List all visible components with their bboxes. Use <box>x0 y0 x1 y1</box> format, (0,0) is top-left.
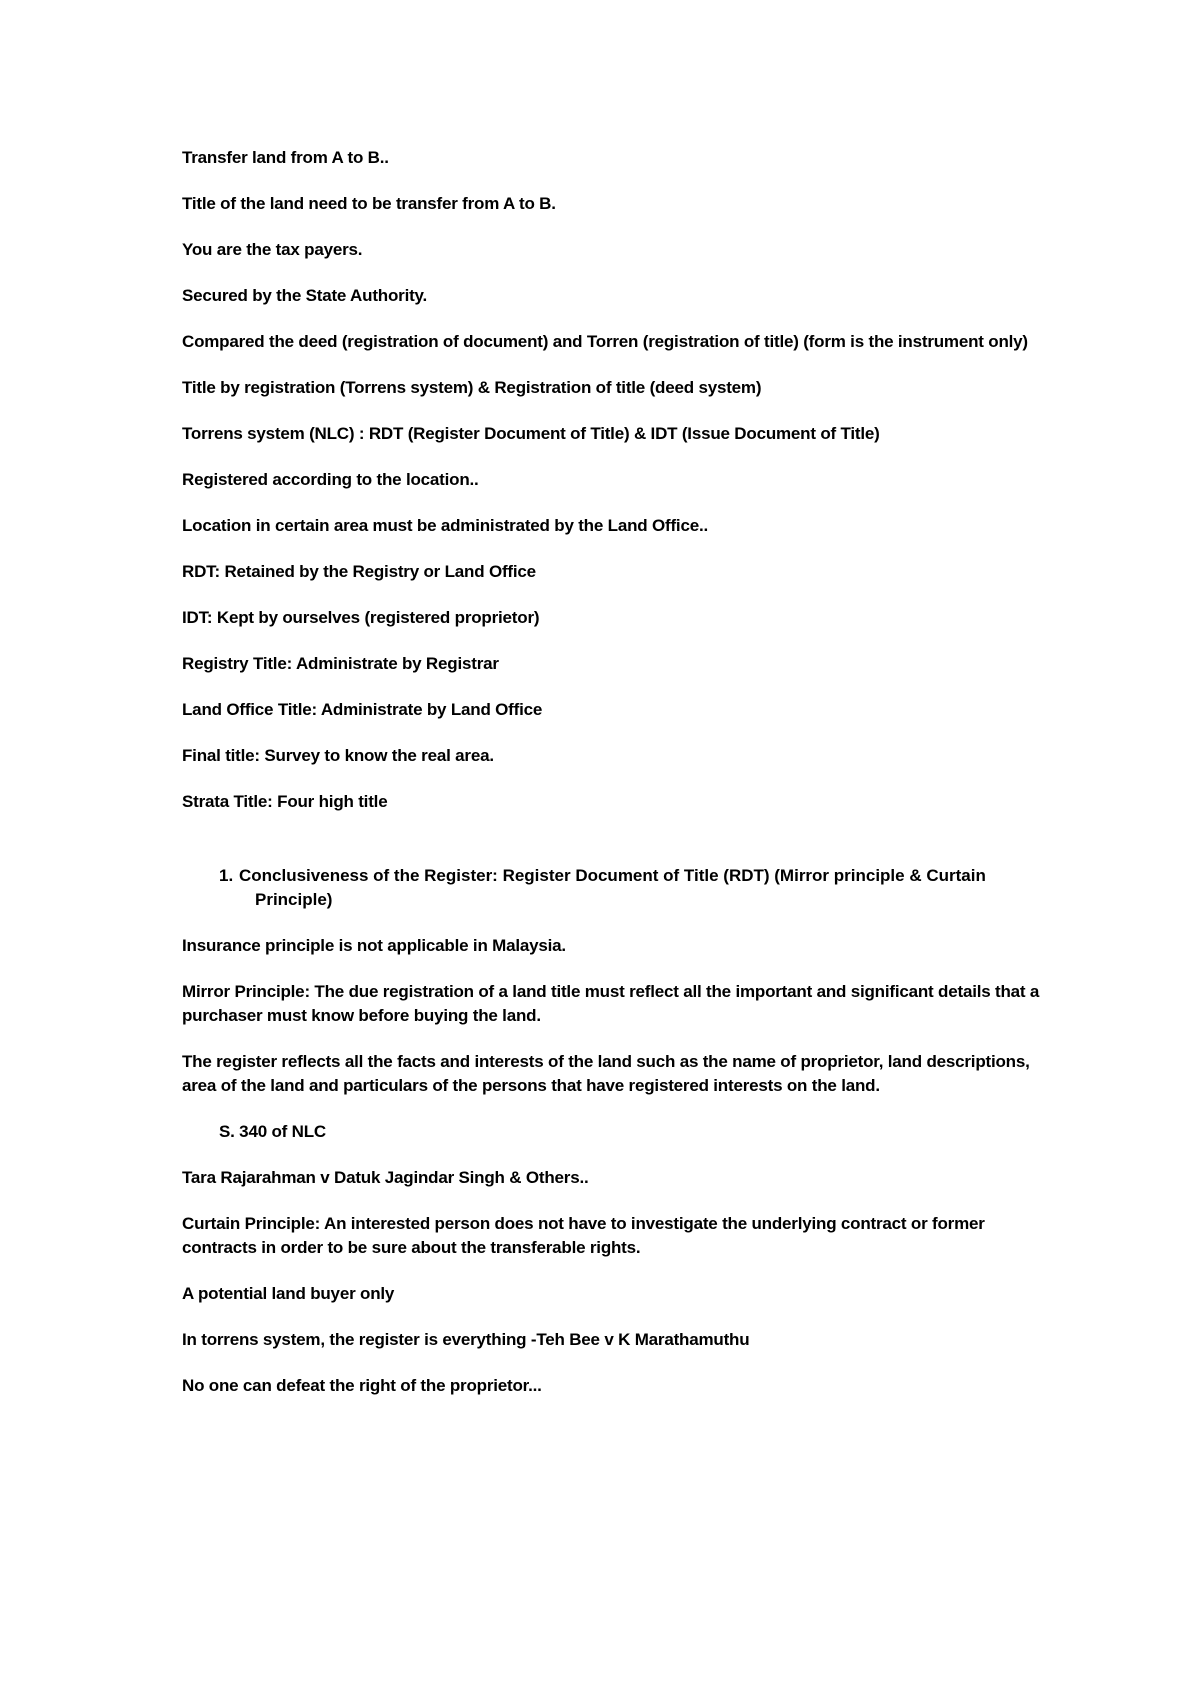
paragraph-torrens-nlc: Torrens system (NLC) : RDT (Register Document of Title) & IDT (Issue Document of Title) <box>182 424 880 443</box>
list-number: 1. <box>219 866 234 885</box>
curtain-principle-heading: Curtain Principle: <box>182 1214 321 1233</box>
paragraph-register-reflects: The register reflects all the facts and interests of the land such as the name of proprietor, land descriptions, area of the land and particulars of the persons that have registered interests on the land. <box>182 1052 1030 1095</box>
paragraph-section-340: S. 340 of NLC <box>219 1122 326 1141</box>
paragraph-land-office-title: Land Office Title: Administrate by Land Office <box>182 700 543 719</box>
paragraph-mirror-principle <box>182 980 1042 1028</box>
paragraph-registry-title: Registry Title: Administrate by Registrar <box>182 654 499 673</box>
curtain-principle-text: An interested person does not have to investigate the underlying contract or former contracts in order to be sure about the transferable rights. <box>182 1214 985 1257</box>
paragraph-strata-title: Strata Title: Four high title <box>182 792 388 811</box>
list-item-line-1: Conclusiveness of the Register: Register Document of Title (RDT) (Mirror principle & Curtain <box>239 866 986 885</box>
mirror-principle-text: The due registration of a land title must reflect all the important and significant details that a purchaser must know before buying the land. <box>182 982 1040 1025</box>
paragraph-transfer-land: Transfer land from A to B.. <box>182 148 389 167</box>
mirror-principle-heading: Mirror Principle: <box>182 982 310 1001</box>
document-page <box>182 146 1042 1420</box>
paragraph-rdt: RDT: Retained by the Registry or Land Office <box>182 562 536 581</box>
paragraph-deed-vs-torren: Compared the deed (registration of document) and Torren (registration of title) (form is the instrument only) <box>182 332 1028 351</box>
paragraph-insurance-principle: Insurance principle is not applicable in Malaysia. <box>182 936 566 955</box>
paragraph-tax-payers: You are the tax payers. <box>182 240 363 259</box>
paragraph-torrens-everything: In torrens system, the register is everything -Teh Bee v K Marathamuthu <box>182 1330 750 1349</box>
numbered-list-item <box>182 864 1042 912</box>
paragraph-case-tara: Tara Rajarahman v Datuk Jagindar Singh & Others.. <box>182 1168 589 1187</box>
paragraph-land-office-location: Location in certain area must be administrated by the Land Office.. <box>182 516 708 535</box>
paragraph-curtain-principle <box>182 1212 1042 1260</box>
paragraph-final-title: Final title: Survey to know the real area. <box>182 746 494 765</box>
paragraph-registered-location: Registered according to the location.. <box>182 470 479 489</box>
list-item-line-2: Principle) <box>255 890 333 909</box>
paragraph-title-transfer: Title of the land need to be transfer from A to B. <box>182 194 556 213</box>
section-spacer <box>182 836 1042 864</box>
paragraph-no-one-defeat: No one can defeat the right of the proprietor... <box>182 1376 542 1395</box>
paragraph-state-authority: Secured by the State Authority. <box>182 286 428 305</box>
paragraph-title-by-registration: Title by registration (Torrens system) & Registration of title (deed system) <box>182 378 762 397</box>
paragraph-potential-buyer: A potential land buyer only <box>182 1284 395 1303</box>
paragraph-idt: IDT: Kept by ourselves (registered proprietor) <box>182 608 540 627</box>
list-item-text <box>239 864 1042 912</box>
